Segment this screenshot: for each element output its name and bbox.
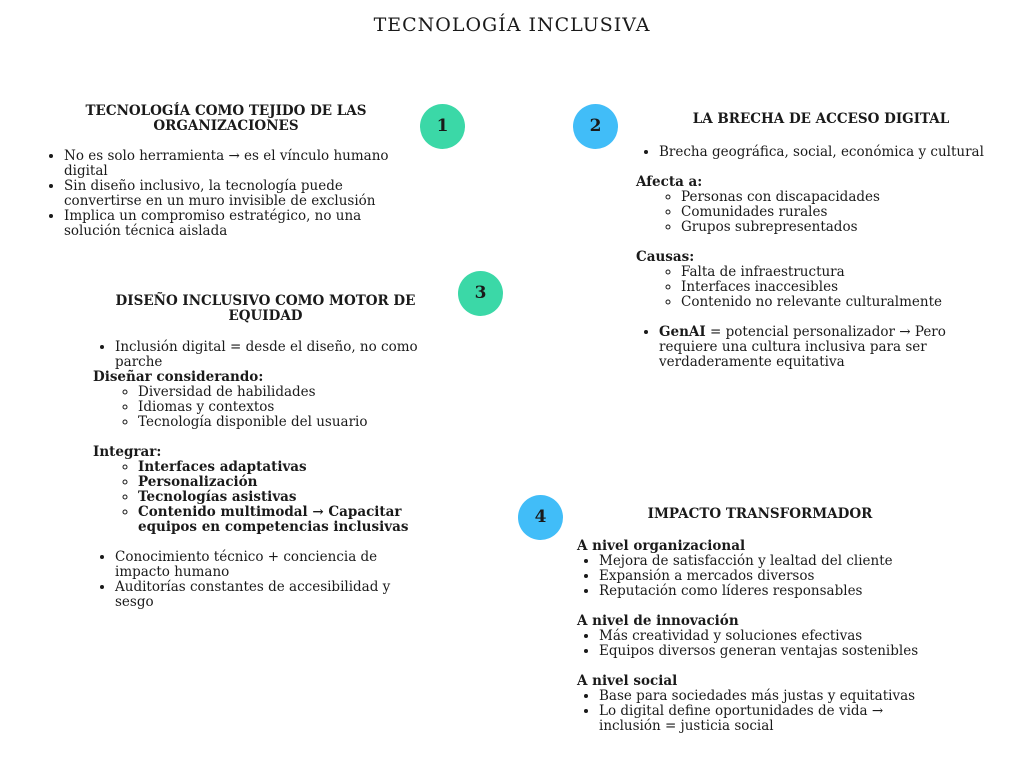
innovation-list — [577, 629, 957, 659]
section-3-intro-list — [93, 340, 438, 370]
list-item: ◦ Contenido no relevante culturalmente — [681, 295, 1006, 310]
list-item — [659, 325, 979, 370]
genai-term: GenAI — [659, 324, 706, 340]
list-item: ◦ Tecnologías asistivas — [138, 490, 418, 505]
list-item: ◦ Diversidad de habilidades — [138, 385, 438, 400]
section-2-title: LA BRECHA DE ACCESO DIGITAL — [692, 111, 950, 127]
design-label: Diseñar considerando: — [93, 369, 264, 385]
list-item: • Inclusión digital = desde el diseño, no como parche — [115, 340, 438, 370]
list-item: • Lo digital define oportunidades de vida → inclusión = justicia social — [599, 704, 919, 734]
page-title: TECNOLOGÍA INCLUSIVA — [373, 14, 651, 36]
org-list — [577, 554, 957, 599]
number-badge-3: 3 — [458, 271, 503, 316]
genai-list — [636, 325, 979, 370]
affects-list — [636, 190, 1006, 235]
number-badge-4: 4 — [518, 495, 563, 540]
section-4 — [577, 507, 957, 734]
section-4-title: IMPACTO TRANSFORMADOR — [647, 506, 873, 522]
list-item: ◦ Personas con discapacidades — [681, 190, 1006, 205]
list-item: • Expansión a mercados diversos — [599, 569, 957, 584]
list-item: • Conocimiento técnico + conciencia de impacto humano — [115, 550, 415, 580]
section-2 — [636, 112, 1006, 370]
innovation-label: A nivel de innovación — [577, 613, 739, 629]
design-list — [93, 385, 438, 430]
list-item: ◦ Interfaces inaccesibles — [681, 280, 1006, 295]
section-1-title: TECNOLOGÍA COMO TEJIDO DE LAS ORGANIZACIONES — [85, 103, 367, 134]
causes-label: Causas: — [636, 249, 695, 265]
social-list — [577, 689, 919, 734]
list-item: • Sin diseño inclusivo, la tecnología puede convertirse en un muro invisible de exclusión — [64, 179, 410, 209]
section-1 — [42, 104, 410, 239]
number-badge-2: 2 — [573, 104, 618, 149]
list-item: • No es solo herramienta → es el vínculo humano digital — [64, 149, 410, 179]
list-item: • Más creatividad y soluciones efectivas — [599, 629, 957, 644]
section-2-intro-list — [636, 145, 1006, 160]
list-item: • Auditorías constantes de accesibilidad y sesgo — [115, 580, 415, 610]
list-item: ◦ Tecnología disponible del usuario — [138, 415, 438, 430]
number-badge-1: 1 — [420, 104, 465, 149]
list-item: ◦ Falta de infraestructura — [681, 265, 1006, 280]
affects-label: Afecta a: — [636, 174, 703, 190]
list-item: • Base para sociedades más justas y equitativas — [599, 689, 919, 704]
list-item: • Implica un compromiso estratégico, no una solución técnica aislada — [64, 209, 410, 239]
integrate-list — [93, 460, 418, 535]
integrate-label: Integrar: — [93, 444, 162, 460]
list-item: ◦ Contenido multimodal → Capacitar equipos en competencias inclusivas — [138, 505, 418, 535]
list-item: • Equipos diversos generan ventajas sostenibles — [599, 644, 957, 659]
list-item: • Reputación como líderes responsables — [599, 584, 957, 599]
section-1-list — [42, 149, 410, 239]
section-3-title: DISEÑO INCLUSIVO COMO MOTOR DE EQUIDAD — [115, 293, 416, 324]
section-3 — [93, 294, 438, 610]
list-item: ◦ Comunidades rurales — [681, 205, 1006, 220]
social-label: A nivel social — [577, 673, 678, 689]
list-item: ◦ Personalización — [138, 475, 418, 490]
org-label: A nivel organizacional — [577, 538, 746, 554]
genai-text: = potencial personalizador → Pero requiere una cultura inclusiva para ser verdaderamente equitativa — [659, 324, 946, 370]
list-item: ◦ Grupos subrepresentados — [681, 220, 1006, 235]
causes-list — [636, 265, 1006, 310]
list-item: ◦ Idiomas y contextos — [138, 400, 438, 415]
list-item: • Mejora de satisfacción y lealtad del cliente — [599, 554, 957, 569]
list-item: ◦ Interfaces adaptativas — [138, 460, 418, 475]
section-3-closing-list — [93, 550, 415, 610]
list-item: • Brecha geográfica, social, económica y cultural — [659, 145, 1006, 160]
